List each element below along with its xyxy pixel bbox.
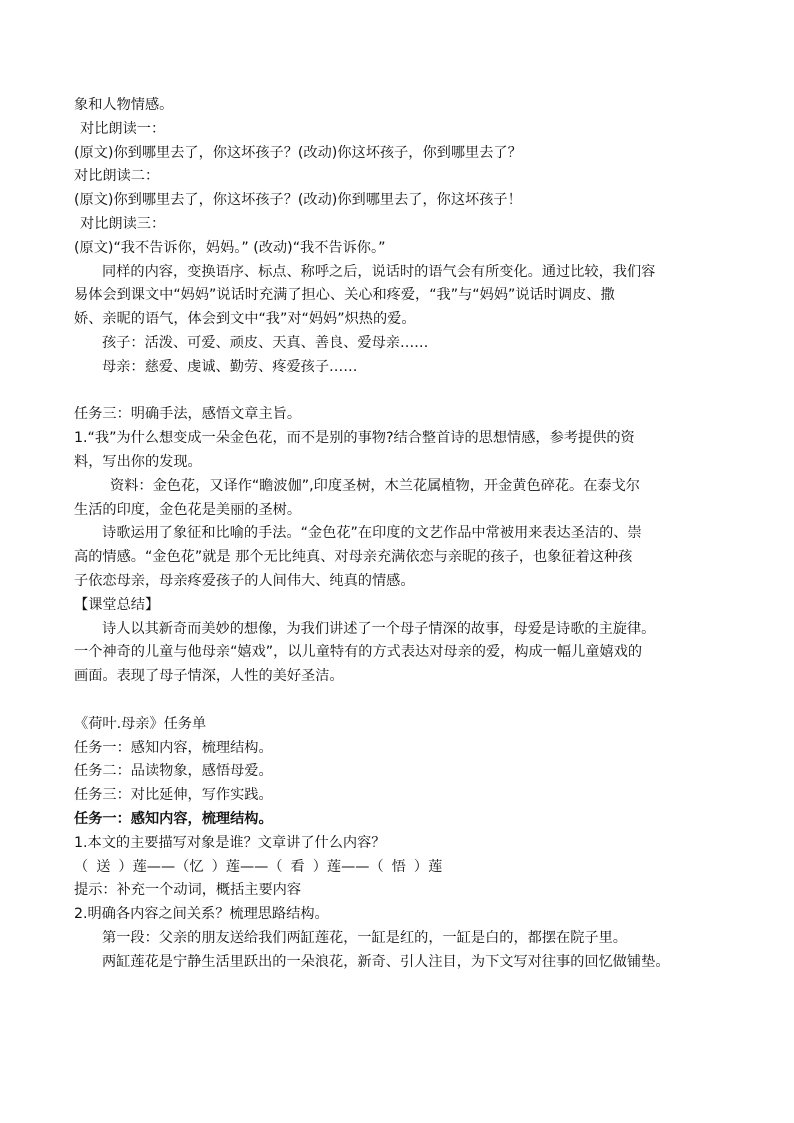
text-line: 象和人物情感。: [74, 97, 174, 113]
bracket-text: ）莲——（: [118, 858, 190, 875]
text-line: 料，写出你的发现。: [74, 453, 202, 470]
text-line: (原文)你到哪里去了，你这坏孩子？(改动)你到哪里去了，你这坏孩子！: [74, 192, 522, 209]
text-line: (原文)你到哪里去了，你这坏孩子？(改动)你这坏孩子，你到哪里去了？: [74, 144, 522, 161]
worksheet-title: 《荷叶.母亲》任务单: [74, 715, 207, 732]
lotus-verb-row: [74, 856, 730, 880]
blank-line: [74, 380, 730, 404]
text-line: 高的情感。“金色花”就是 那个无比纯真、对母亲充满依恋与亲昵的孩子，也象征着这种孩: [74, 549, 633, 566]
text-line: 2.明确各内容之间关系？梳理思路结构。: [74, 906, 329, 923]
blank-line: [74, 689, 730, 713]
text-line: 提示：补充一个动词，概括主要内容: [74, 882, 302, 899]
bracket-text: ）莲——（: [312, 858, 384, 875]
answer-verb: 悟: [391, 858, 406, 875]
text-line: 一个神奇的儿童与他母亲“嬉戏”，以儿童特有的方式表达对母亲的爱，构成一幅儿童嬉戏的: [74, 644, 643, 661]
text-line: (原文)“我不告诉你，妈妈。” (改动)“我不告诉你。”: [74, 239, 386, 256]
text-line: 孩子：活泼、可爱、顽皮、天真、善良、爱母亲……: [102, 334, 429, 351]
bracket-text: ）莲: [413, 858, 443, 875]
text-line: 1.本文的主要描写对象是谁？文章讲了什么内容？: [74, 834, 386, 851]
text-line: 资料：金色花，又译作“瞻波伽”,印度圣树，木兰花属植物，开金黄色碎花。在泰戈尔: [110, 477, 640, 494]
text-line: 娇、亲昵的语气，体会到文中“我”对“妈妈”炽热的爱。: [74, 311, 416, 328]
task-item: 任务三：对比延伸，写作实践。: [74, 787, 273, 804]
document-page: [74, 94, 730, 974]
answer-verb: 送: [96, 858, 111, 875]
section-heading: 【课堂总结】: [74, 596, 160, 613]
text-line: 第一段：父亲的朋友送给我们两缸莲花，一缸是红的，一缸是白的，都摆在院子里。: [102, 929, 627, 946]
task-item: 任务二：品读物象，感悟母爱。: [74, 763, 273, 780]
bracket-text: （: [74, 858, 89, 875]
section-heading-bold: 任务一：感知内容，梳理结构。: [74, 810, 273, 827]
text-line: 母亲：慈爱、虔诚、勤劳、疼爱孩子……: [102, 358, 358, 375]
answer-verb: 忆: [189, 858, 204, 875]
text-line: 生活的印度，金色花是美丽的圣树。: [74, 501, 302, 518]
text-line: 1.“我”为什么想变成一朵金色花，而不是别的事物?结合整首诗的思想情感，参考提供的资: [74, 430, 635, 447]
text-line: 对比朗读二：: [74, 168, 160, 185]
text-line: 对比朗读三：: [80, 215, 166, 232]
task-item: 任务一：感知内容，梳理结构。: [74, 739, 273, 756]
section-heading: 任务三：明确手法，感悟文章主旨。: [74, 406, 302, 423]
text-line: 同样的内容，变换语序、标点、称呼之后，说话时的语气会有所变化。通过比较，我们容: [102, 263, 656, 280]
text-line: 诗人以其新奇而美妙的想像，为我们讲述了一个母子情深的故事，母爱是诗歌的主旋律。: [102, 620, 656, 637]
text-line: 易体会到课文中“妈妈”说话时充满了担心、关心和疼爱，“我”与“妈妈”说话时调皮、撒: [74, 287, 615, 304]
text-line: 诗歌运用了象征和比喻的手法。“金色花”在印度的文艺作品中常被用来表达圣洁的、崇: [102, 525, 642, 542]
answer-verb: 看: [290, 858, 305, 875]
text-line: 对比朗读一：: [80, 120, 166, 137]
text-line: 子依恋母亲，母亲疼爱孩子的人间伟大、纯真的情感。: [74, 572, 415, 589]
text-line: 画面。表现了母子情深，人性的美好圣洁。: [74, 668, 344, 685]
bracket-text: ）莲——（: [211, 858, 283, 875]
text-line: 两缸莲花是宁静生活里跃出的一朵浪花，新奇、引人注目，为下文写对往事的回忆做铺垫。: [102, 953, 670, 970]
